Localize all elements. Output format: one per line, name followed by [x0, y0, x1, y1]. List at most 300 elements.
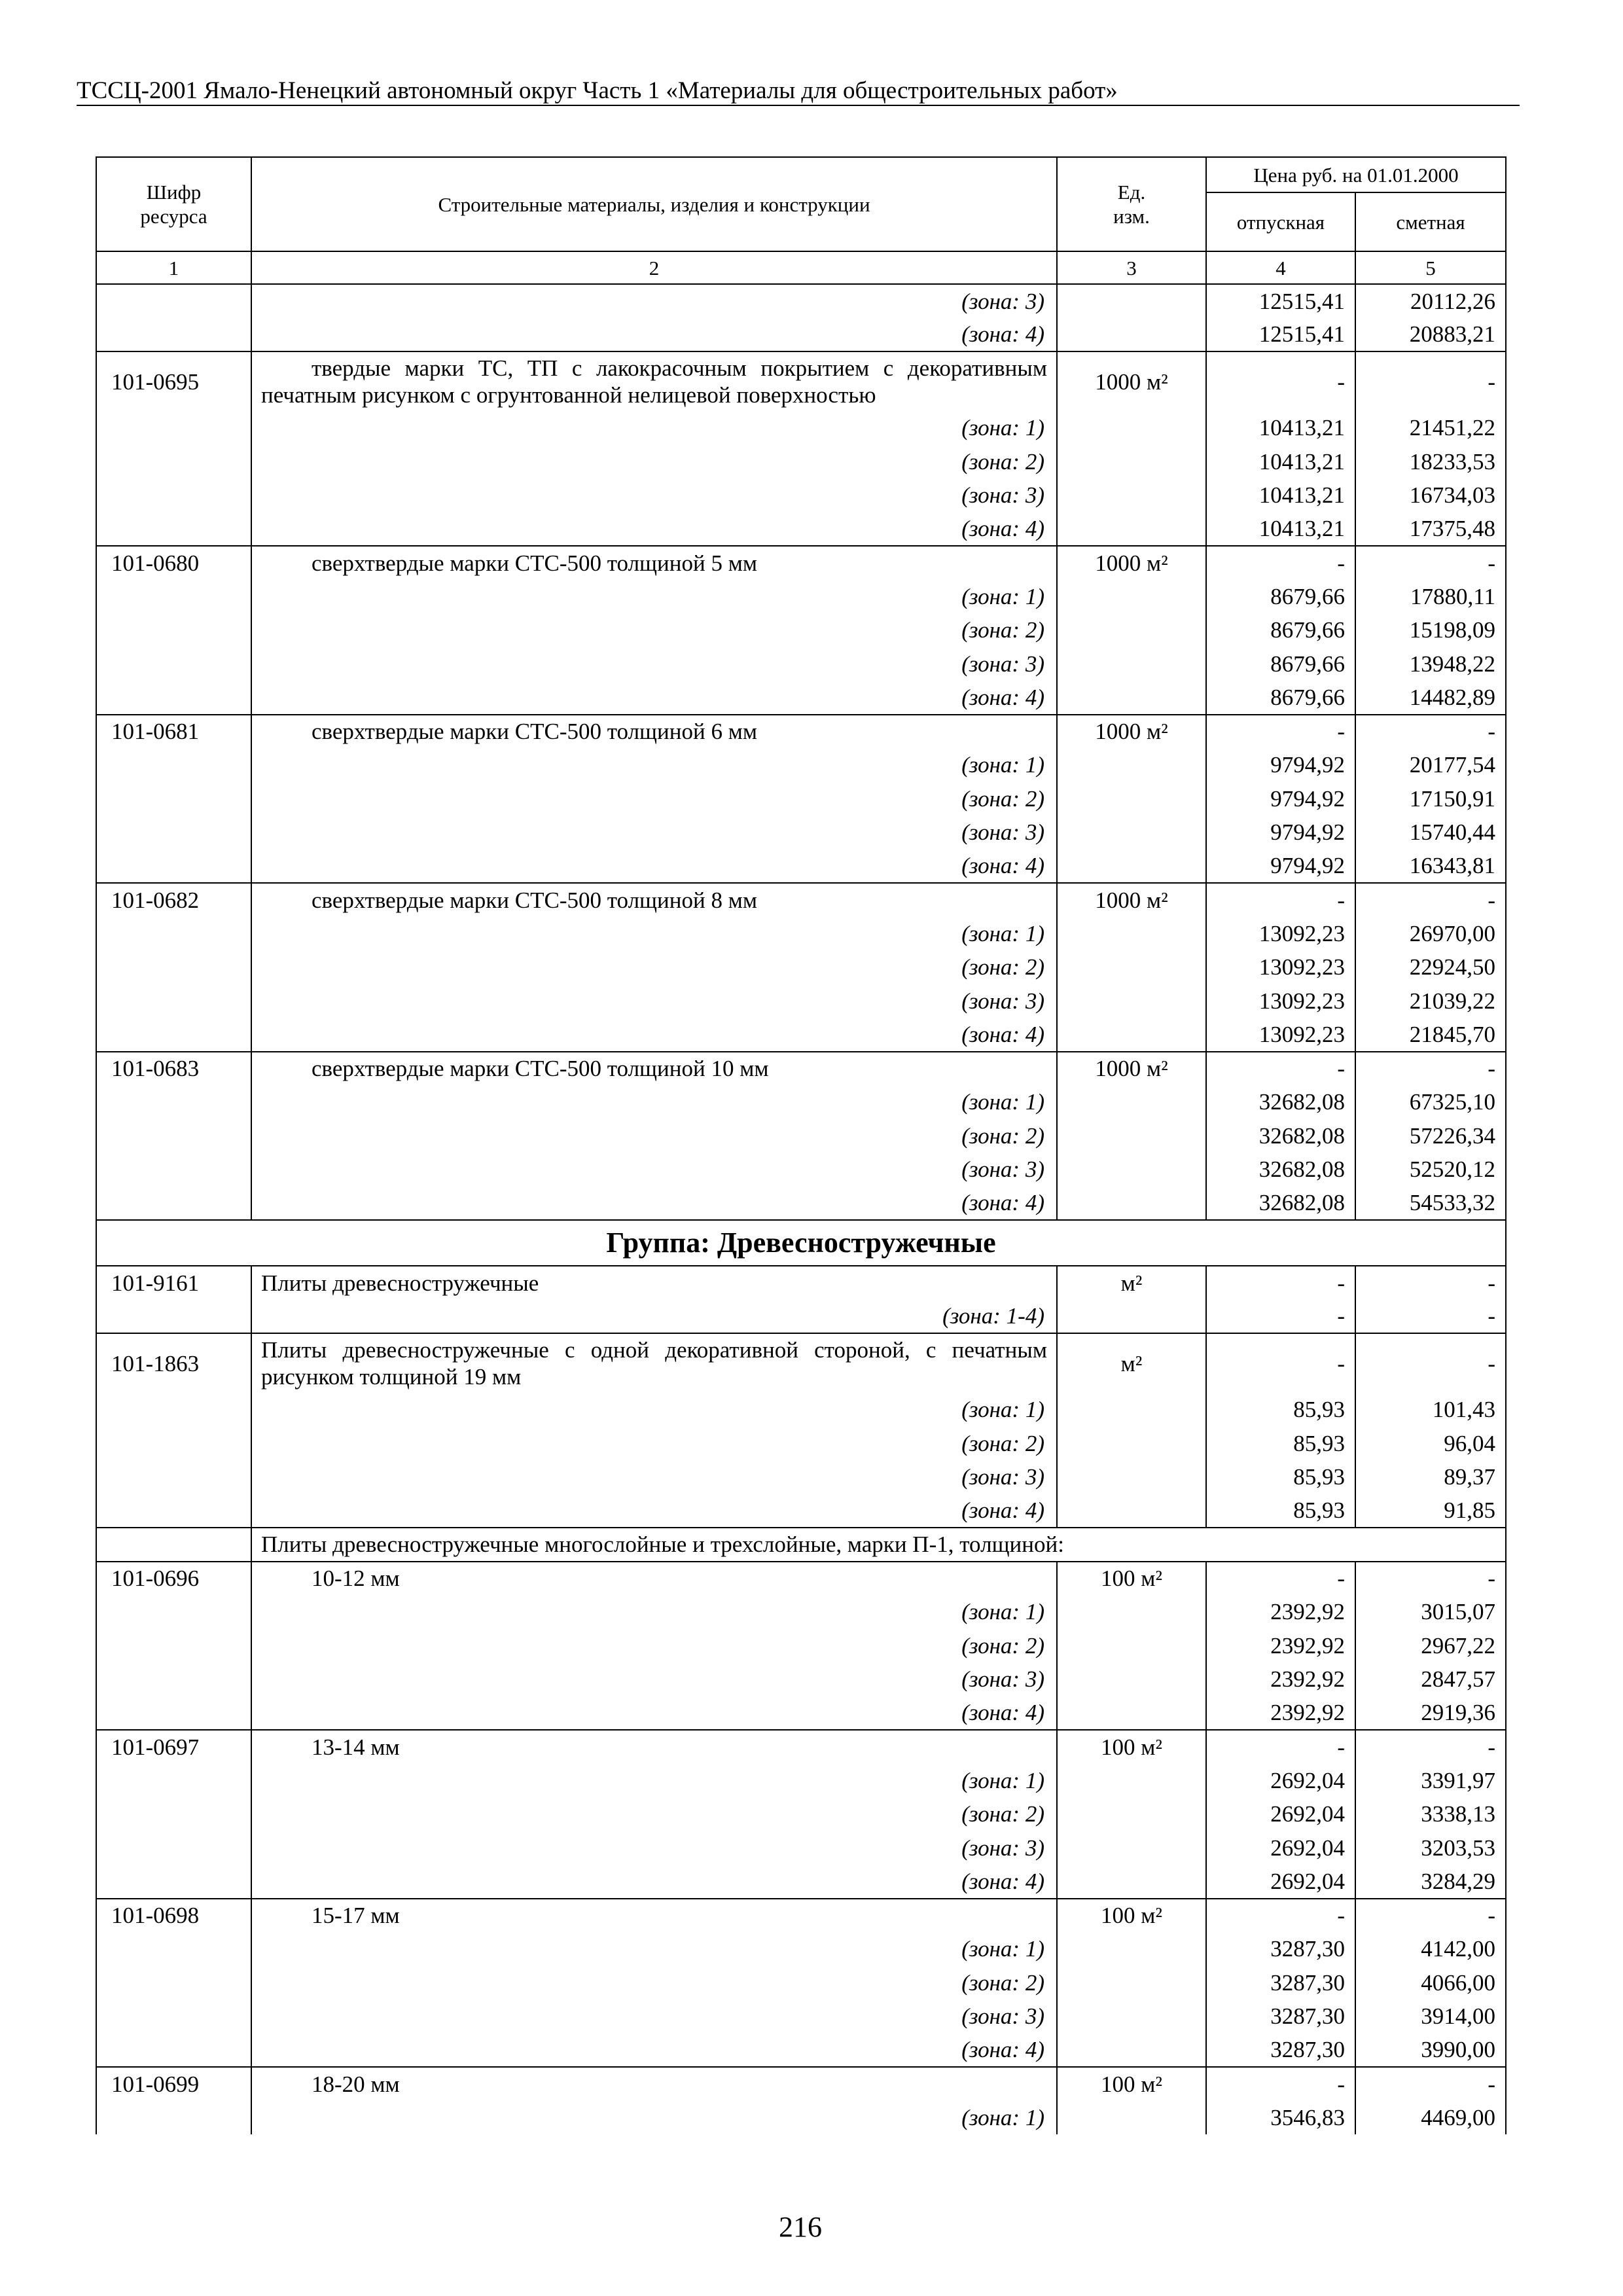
empty-cell: [96, 1153, 251, 1187]
empty-cell: [96, 1595, 251, 1629]
column-header-unit-line: изм.: [1113, 205, 1150, 228]
empty-cell: [96, 318, 251, 352]
zone-label: (зона: 4): [251, 1187, 1057, 1221]
unit-of-measure: 100 м²: [1057, 1562, 1206, 1596]
zone-row: [96, 1119, 1506, 1153]
empty-cell: [1057, 816, 1206, 850]
empty-cell: [1057, 284, 1206, 318]
empty-cell: [1057, 748, 1206, 782]
empty-cell: [96, 1764, 251, 1798]
release-price: 32682,08: [1206, 1153, 1355, 1187]
table-row: [96, 1562, 1506, 1596]
empty-cell: [96, 1831, 251, 1865]
estimate-price: 101,43: [1355, 1393, 1506, 1427]
material-name: сверхтвердые марки СТС-500 толщиной 5 мм: [251, 546, 1057, 580]
estimate-price: 21039,22: [1355, 984, 1506, 1018]
zone-label: (зона: 2): [251, 950, 1057, 984]
zone-row: [96, 580, 1506, 614]
zone-row: [96, 1932, 1506, 1966]
zone-row: [96, 1696, 1506, 1731]
empty-cell: [96, 512, 251, 547]
release-price: 85,93: [1206, 1427, 1355, 1461]
release-price: -: [1206, 715, 1355, 749]
release-price: 13092,23: [1206, 1018, 1355, 1052]
zone-label: (зона: 3): [251, 2000, 1057, 2034]
empty-cell: [1057, 580, 1206, 614]
zone-row: [96, 816, 1506, 850]
zone-label: (зона: 2): [251, 1797, 1057, 1831]
zone-label: (зона: 4): [251, 512, 1057, 547]
estimate-price: -: [1355, 546, 1506, 580]
empty-cell: [96, 478, 251, 512]
empty-cell: [96, 1494, 251, 1528]
table-row: [96, 1333, 1506, 1393]
page-number: 216: [779, 2211, 822, 2243]
release-price: 2392,92: [1206, 1696, 1355, 1731]
estimate-price: 67325,10: [1355, 1085, 1506, 1119]
release-price: 9794,92: [1206, 850, 1355, 884]
empty-cell: [1057, 1300, 1206, 1334]
estimate-price: 3914,00: [1355, 2000, 1506, 2034]
material-name: 10-12 мм: [251, 1562, 1057, 1596]
release-price: 8679,66: [1206, 613, 1355, 647]
empty-cell: [96, 950, 251, 984]
empty-cell: [1057, 1662, 1206, 1696]
zone-label: (зона: 2): [251, 1966, 1057, 2000]
column-header-release-price: отпускная: [1206, 192, 1355, 251]
material-name: 15-17 мм: [251, 1899, 1057, 1933]
estimate-price: 2967,22: [1355, 1629, 1506, 1663]
unit-of-measure: 1000 м²: [1057, 1052, 1206, 1086]
zone-row: [96, 1494, 1506, 1528]
zone-row: [96, 850, 1506, 884]
resource-code: 101-0697: [96, 1730, 251, 1764]
zone-label: (зона: 2): [251, 445, 1057, 479]
release-price: 12515,41: [1206, 318, 1355, 352]
zone-label: (зона: 2): [251, 1427, 1057, 1461]
estimate-price: 20177,54: [1355, 748, 1506, 782]
table-row: [96, 1266, 1506, 1300]
resource-item: [96, 1333, 1506, 1528]
empty-cell: [1057, 1153, 1206, 1187]
release-price: 2392,92: [1206, 1662, 1355, 1696]
empty-cell: [96, 1427, 251, 1461]
empty-cell: [1057, 478, 1206, 512]
empty-cell: [96, 1662, 251, 1696]
empty-cell: [1057, 318, 1206, 352]
empty-cell: [1057, 850, 1206, 884]
resource-code: 101-0698: [96, 1899, 251, 1933]
release-price: 2392,92: [1206, 1629, 1355, 1663]
zone-label: (зона: 4): [251, 318, 1057, 352]
estimate-price: 21845,70: [1355, 1018, 1506, 1052]
zone-row: [96, 1629, 1506, 1663]
table-row: [96, 1899, 1506, 1933]
estimate-price: -: [1355, 1730, 1506, 1764]
zone-label: (зона: 2): [251, 613, 1057, 647]
zone-label: (зона: 3): [251, 478, 1057, 512]
column-header-name: Строительные материалы, изделия и конструкции: [251, 157, 1057, 251]
estimate-price: 4142,00: [1355, 1932, 1506, 1966]
release-price: 13092,23: [1206, 950, 1355, 984]
empty-cell: [96, 411, 251, 445]
empty-cell: [1057, 1119, 1206, 1153]
estimate-price: 22924,50: [1355, 950, 1506, 984]
zone-row: [96, 1966, 1506, 2000]
empty-cell: [1057, 1696, 1206, 1731]
release-price: 10413,21: [1206, 411, 1355, 445]
table-row: [96, 1730, 1506, 1764]
empty-cell: [1057, 1085, 1206, 1119]
empty-cell: [96, 1865, 251, 1899]
release-price: 2692,04: [1206, 1831, 1355, 1865]
release-price: -: [1206, 351, 1355, 411]
empty-cell: [1057, 917, 1206, 951]
material-name: твердые марки ТС, ТП с лакокрасочным покрытием с декоративным печатным рисунком с огрунтованной нелицевой поверхностью: [251, 351, 1057, 411]
estimate-price: 17150,91: [1355, 782, 1506, 816]
empty-cell: [1057, 1595, 1206, 1629]
material-name: Плиты древесностружечные: [251, 1266, 1057, 1300]
running-header: ТССЦ-2001 Ямало-Ненецкий автономный округ Часть 1 «Материалы для общестроительных работ»: [77, 77, 1520, 106]
column-number: 5: [1355, 251, 1506, 284]
estimate-price: 20883,21: [1355, 318, 1506, 352]
zone-label: (зона: 3): [251, 284, 1057, 318]
group-section: [96, 1220, 1506, 1266]
empty-cell: [1057, 2101, 1206, 2135]
empty-cell: [1057, 613, 1206, 647]
resource-code: 101-0681: [96, 715, 251, 749]
empty-cell: [1057, 681, 1206, 715]
estimate-price: -: [1355, 1300, 1506, 1334]
empty-cell: [96, 816, 251, 850]
zone-label: (зона: 1): [251, 1764, 1057, 1798]
release-price: 9794,92: [1206, 782, 1355, 816]
unit-of-measure: м²: [1057, 1333, 1206, 1393]
unit-of-measure: 100 м²: [1057, 1899, 1206, 1933]
unit-of-measure: 100 м²: [1057, 2067, 1206, 2101]
empty-cell: [96, 647, 251, 681]
estimate-price: 3203,53: [1355, 1831, 1506, 1865]
zone-row: [96, 2101, 1506, 2135]
release-price: 3546,83: [1206, 2101, 1355, 2135]
empty-cell: [1057, 1797, 1206, 1831]
zone-row: [96, 1153, 1506, 1187]
empty-cell: [96, 1932, 251, 1966]
zone-row: [96, 2034, 1506, 2068]
release-price: 8679,66: [1206, 647, 1355, 681]
zone-row: [96, 950, 1506, 984]
empty-cell: [96, 1393, 251, 1427]
estimate-price: 17375,48: [1355, 512, 1506, 547]
unit-of-measure: 1000 м²: [1057, 883, 1206, 917]
estimate-price: 20112,26: [1355, 284, 1506, 318]
empty-cell: [96, 748, 251, 782]
column-header-price: Цена руб. на 01.01.2000: [1206, 157, 1506, 192]
empty-cell: [96, 1119, 251, 1153]
resource-item: [96, 1562, 1506, 1731]
zone-label: (зона: 3): [251, 647, 1057, 681]
empty-cell: [96, 580, 251, 614]
zone-label: (зона: 3): [251, 984, 1057, 1018]
estimate-price: 91,85: [1355, 1494, 1506, 1528]
estimate-price: 26970,00: [1355, 917, 1506, 951]
release-price: 9794,92: [1206, 748, 1355, 782]
empty-cell: [96, 1797, 251, 1831]
table-row: [96, 546, 1506, 580]
column-header-code: [96, 157, 251, 251]
estimate-price: 15198,09: [1355, 613, 1506, 647]
empty-cell: [1057, 1764, 1206, 1798]
table-header: [96, 157, 1506, 284]
zone-label: (зона: 3): [251, 1662, 1057, 1696]
column-header-estimate-price: сметная: [1355, 192, 1506, 251]
release-price: 3287,30: [1206, 2000, 1355, 2034]
release-price: 10413,21: [1206, 445, 1355, 479]
zone-row: [96, 1595, 1506, 1629]
material-name: сверхтвердые марки СТС-500 толщиной 6 мм: [251, 715, 1057, 749]
price-table: [96, 156, 1507, 2134]
resource-code: 101-0682: [96, 883, 251, 917]
estimate-price: 4066,00: [1355, 1966, 1506, 2000]
estimate-price: 96,04: [1355, 1427, 1506, 1461]
zone-row: [96, 647, 1506, 681]
unit-of-measure: м²: [1057, 1266, 1206, 1300]
resource-item: [96, 715, 1506, 884]
zone-row: [96, 512, 1506, 547]
release-price: -: [1206, 2067, 1355, 2101]
zone-row: [96, 318, 1506, 352]
zone-label: (зона: 4): [251, 1696, 1057, 1731]
release-price: -: [1206, 883, 1355, 917]
release-price: 9794,92: [1206, 816, 1355, 850]
zone-label: (зона: 4): [251, 1018, 1057, 1052]
zone-row: [96, 782, 1506, 816]
empty-cell: [96, 1018, 251, 1052]
estimate-price: 17880,11: [1355, 580, 1506, 614]
resource-item: [96, 883, 1506, 1052]
resource-item: [96, 1052, 1506, 1221]
column-number: 1: [96, 251, 251, 284]
estimate-price: 3391,97: [1355, 1764, 1506, 1798]
estimate-price: 57226,34: [1355, 1119, 1506, 1153]
zone-label: (зона: 2): [251, 1629, 1057, 1663]
estimate-price: 3990,00: [1355, 2034, 1506, 2068]
estimate-price: -: [1355, 351, 1506, 411]
empty-cell: [1057, 1393, 1206, 1427]
release-price: 85,93: [1206, 1393, 1355, 1427]
release-price: -: [1206, 1562, 1355, 1596]
resource-item: [96, 546, 1506, 715]
estimate-price: 3015,07: [1355, 1595, 1506, 1629]
zone-label: (зона: 1): [251, 1932, 1057, 1966]
release-price: -: [1206, 1730, 1355, 1764]
empty-cell: [96, 984, 251, 1018]
empty-cell: [96, 445, 251, 479]
column-number: 2: [251, 251, 1057, 284]
empty-cell: [1057, 647, 1206, 681]
release-price: 13092,23: [1206, 917, 1355, 951]
release-price: 10413,21: [1206, 512, 1355, 547]
subgroup-title: Плиты древесностружечные многослойные и трехслойные, марки П-1, толщиной:: [251, 1528, 1506, 1562]
material-name: сверхтвердые марки СТС-500 толщиной 10 мм: [251, 1052, 1057, 1086]
release-price: 8679,66: [1206, 681, 1355, 715]
zone-label: (зона: 4): [251, 1865, 1057, 1899]
zone-row: [96, 613, 1506, 647]
empty-cell: [96, 1460, 251, 1494]
zone-row: [96, 1865, 1506, 1899]
zone-row: [96, 445, 1506, 479]
empty-cell: [1057, 2000, 1206, 2034]
release-price: 8679,66: [1206, 580, 1355, 614]
resource-code: 101-9161: [96, 1266, 251, 1300]
zone-row: [96, 1393, 1506, 1427]
release-price: 3287,30: [1206, 2034, 1355, 2068]
resource-item: [96, 1899, 1506, 2068]
empty-cell: [96, 1187, 251, 1221]
table-row: [96, 1052, 1506, 1086]
unit-of-measure: 1000 м²: [1057, 715, 1206, 749]
table-row: [96, 883, 1506, 917]
release-price: 13092,23: [1206, 984, 1355, 1018]
zone-row: [96, 284, 1506, 318]
zone-label: (зона: 4): [251, 2034, 1057, 2068]
table-row: [96, 351, 1506, 411]
column-header-code-line: ресурса: [140, 205, 207, 228]
empty-cell: [96, 284, 251, 318]
estimate-price: 15740,44: [1355, 816, 1506, 850]
resource-code: 101-0696: [96, 1562, 251, 1596]
zone-row: [96, 681, 1506, 715]
empty-cell: [96, 1629, 251, 1663]
zone-row: [96, 1085, 1506, 1119]
table-row: [96, 2067, 1506, 2101]
group-title: Группа: Древесностружечные: [96, 1220, 1506, 1266]
empty-cell: [96, 2000, 251, 2034]
zone-row: [96, 478, 1506, 512]
empty-cell: [1057, 512, 1206, 547]
material-name: сверхтвердые марки СТС-500 толщиной 8 мм: [251, 883, 1057, 917]
release-price: 32682,08: [1206, 1187, 1355, 1221]
zone-label: (зона: 1): [251, 748, 1057, 782]
empty-cell: [1057, 1460, 1206, 1494]
release-price: 2692,04: [1206, 1865, 1355, 1899]
release-price: 3287,30: [1206, 1966, 1355, 2000]
empty-cell: [96, 2101, 251, 2135]
estimate-price: 16734,03: [1355, 478, 1506, 512]
zone-label: (зона: 3): [251, 1460, 1057, 1494]
estimate-price: -: [1355, 1333, 1506, 1393]
release-price: -: [1206, 546, 1355, 580]
zone-label: (зона: 1): [251, 1393, 1057, 1427]
zone-row: [96, 748, 1506, 782]
empty-cell: [1057, 1427, 1206, 1461]
estimate-price: 52520,12: [1355, 1153, 1506, 1187]
estimate-price: -: [1355, 2067, 1506, 2101]
estimate-price: 3284,29: [1355, 1865, 1506, 1899]
zone-row: [96, 411, 1506, 445]
zone-row: [96, 2000, 1506, 2034]
zone-row: [96, 1797, 1506, 1831]
empty-cell: [96, 1085, 251, 1119]
zone-label: (зона: 3): [251, 816, 1057, 850]
empty-cell: [1057, 1966, 1206, 2000]
estimate-price: 18233,53: [1355, 445, 1506, 479]
empty-cell: [96, 2034, 251, 2068]
empty-cell: [1057, 782, 1206, 816]
zone-row: [96, 1018, 1506, 1052]
empty-cell: [1057, 950, 1206, 984]
empty-cell: [1057, 445, 1206, 479]
empty-cell: [1057, 1831, 1206, 1865]
empty-cell: [96, 681, 251, 715]
column-number: 3: [1057, 251, 1206, 284]
header-row: [96, 157, 1506, 192]
release-price: -: [1206, 1333, 1355, 1393]
estimate-price: 54533,32: [1355, 1187, 1506, 1221]
estimate-price: 16343,81: [1355, 850, 1506, 884]
estimate-price: 13948,22: [1355, 647, 1506, 681]
empty-cell: [96, 917, 251, 951]
zone-label: (зона: 2): [251, 782, 1057, 816]
resource-code: 101-0695: [96, 351, 251, 411]
zone-label: (зона: 1): [251, 580, 1057, 614]
column-header-unit: [1057, 157, 1206, 251]
estimate-price: -: [1355, 1562, 1506, 1596]
estimate-price: 2919,36: [1355, 1696, 1506, 1731]
release-price: 85,93: [1206, 1494, 1355, 1528]
zone-row: [96, 917, 1506, 951]
empty-cell: [1057, 411, 1206, 445]
estimate-price: 3338,13: [1355, 1797, 1506, 1831]
estimate-price: 14482,89: [1355, 681, 1506, 715]
estimate-price: -: [1355, 1052, 1506, 1086]
zone-label: (зона: 1): [251, 1085, 1057, 1119]
zone-row: [96, 1187, 1506, 1221]
estimate-price: 21451,22: [1355, 411, 1506, 445]
release-price: 3287,30: [1206, 1932, 1355, 1966]
resource-code: 101-0699: [96, 2067, 251, 2101]
zone-label: (зона: 4): [251, 681, 1057, 715]
empty-cell: [1057, 1018, 1206, 1052]
column-number: 4: [1206, 251, 1355, 284]
release-price: 2692,04: [1206, 1764, 1355, 1798]
resource-code: 101-1863: [96, 1333, 251, 1393]
empty-cell: [1057, 1187, 1206, 1221]
empty-cell: [1057, 1932, 1206, 1966]
zone-label: (зона: 1): [251, 411, 1057, 445]
estimate-price: -: [1355, 883, 1506, 917]
empty-cell: [1057, 1494, 1206, 1528]
zone-label: (зона: 2): [251, 1119, 1057, 1153]
zone-row: [96, 1460, 1506, 1494]
empty-cell: [96, 1696, 251, 1731]
resource-item: [96, 351, 1506, 546]
release-price: -: [1206, 1300, 1355, 1334]
zone-row: [96, 1427, 1506, 1461]
subgroup-row: [96, 1528, 1506, 1562]
material-name: 13-14 мм: [251, 1730, 1057, 1764]
unit-of-measure: 100 м²: [1057, 1730, 1206, 1764]
material-name: 18-20 мм: [251, 2067, 1057, 2101]
zone-row: [96, 1764, 1506, 1798]
zone-label: (зона: 4): [251, 850, 1057, 884]
empty-cell: [96, 1528, 251, 1562]
unit-of-measure: 1000 м²: [1057, 546, 1206, 580]
estimate-price: -: [1355, 1899, 1506, 1933]
subgroup-section: [96, 1528, 1506, 1562]
empty-cell: [1057, 984, 1206, 1018]
estimate-price: 4469,00: [1355, 2101, 1506, 2135]
